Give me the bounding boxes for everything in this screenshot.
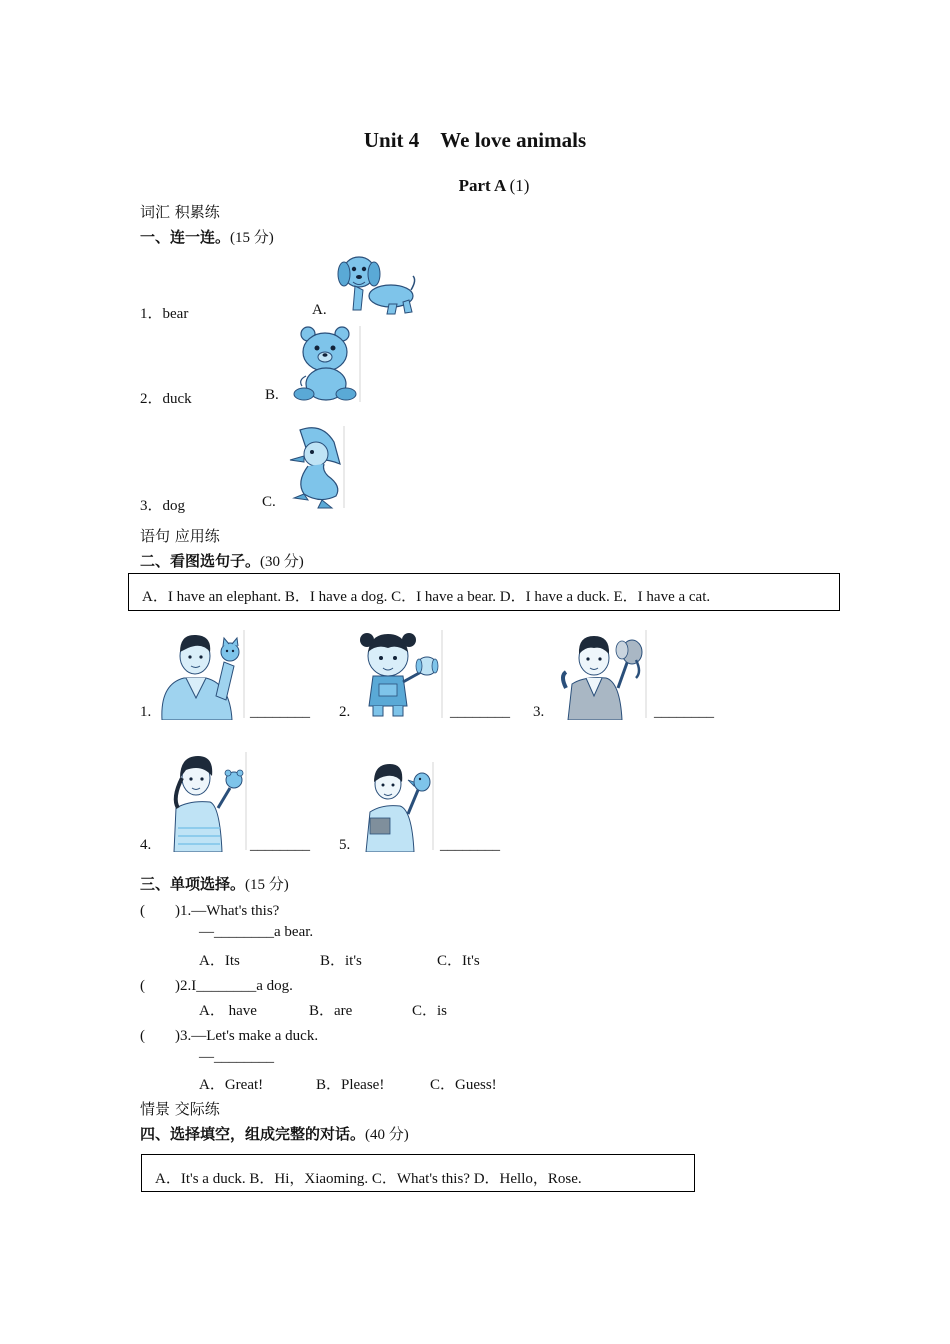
question-3-stem: ( )3.—Let's make a duck. bbox=[140, 1028, 319, 1044]
question-2-option-a[interactable]: A． have bbox=[199, 1003, 257, 1019]
dialog-label: 情景 交际练 bbox=[140, 1100, 220, 1118]
vocab-heading bbox=[140, 226, 274, 247]
bear-icon bbox=[290, 324, 366, 404]
choice-points: (15 分) bbox=[245, 877, 289, 893]
sentence-options-box bbox=[128, 573, 840, 611]
boy-with-elephant-puppet-icon bbox=[556, 626, 648, 720]
page-subtitle bbox=[0, 176, 950, 196]
dialog-heading-text: 四、选择填空，组成完整的对话。 bbox=[140, 1125, 366, 1143]
dog-icon bbox=[333, 250, 419, 318]
question-3-option-c[interactable]: C．Guess! bbox=[430, 1077, 497, 1093]
choice-heading-text: 三、单项选择。 bbox=[140, 875, 246, 893]
dialog-options-box bbox=[141, 1154, 695, 1192]
question-3-option-b[interactable]: B．Please! bbox=[316, 1077, 385, 1093]
subtitle-number: (1) bbox=[509, 176, 530, 195]
subtitle-part: Part A bbox=[458, 176, 510, 195]
word-bear: 1．bear bbox=[140, 306, 189, 322]
figure-number-1: 1. bbox=[140, 704, 152, 720]
figure-number-5: 5. bbox=[339, 837, 351, 853]
answer-blank-5[interactable]: ________ bbox=[440, 837, 500, 853]
question-2-option-c[interactable]: C．is bbox=[412, 1003, 448, 1019]
question-2-stem: ( )2.I________a dog. bbox=[140, 978, 293, 994]
question-1-option-b[interactable]: B．it's bbox=[320, 953, 362, 969]
dialog-heading bbox=[140, 1123, 409, 1144]
question-1-option-c[interactable]: C．It's bbox=[437, 953, 480, 969]
question-1-stem: ( )1.—What's this? bbox=[140, 903, 280, 919]
question-2-option-b[interactable]: B．are bbox=[309, 1003, 353, 1019]
answer-blank-3[interactable]: ________ bbox=[654, 704, 714, 720]
sentence-options: A．I have an elephant. B．I have a dog. C．I have a bear. D．I have a duck. E．I have a cat. bbox=[142, 589, 711, 605]
vocab-points: (15 分) bbox=[230, 230, 274, 246]
sentence-heading-text: 二、看图选句子。 bbox=[140, 552, 261, 570]
vocab-heading-text: 一、连一连。 bbox=[140, 228, 231, 246]
question-3-option-a[interactable]: A．Great! bbox=[199, 1077, 264, 1093]
figure-number-2: 2. bbox=[339, 704, 351, 720]
dialog-options: A．It's a duck. B．Hi，Xiaoming. C．What's this? D．Hello，Rose. bbox=[155, 1171, 582, 1187]
answer-blank-1[interactable]: ________ bbox=[250, 704, 310, 720]
vocab-label: 词汇 积累练 bbox=[140, 203, 220, 221]
picture-letter-a: A. bbox=[312, 302, 327, 318]
picture-letter-b: B. bbox=[265, 387, 279, 403]
sentence-points: (30 分) bbox=[260, 554, 304, 570]
girl-with-bear-puppet-icon bbox=[160, 748, 248, 852]
picture-letter-c: C. bbox=[262, 494, 276, 510]
page-title: Unit 4 We love animals bbox=[363, 128, 587, 152]
question-3-line2: —________ bbox=[199, 1049, 274, 1065]
duck-icon bbox=[282, 424, 348, 510]
question-1-option-a[interactable]: A．Its bbox=[199, 953, 240, 969]
question-1-line2: —________a bear. bbox=[199, 924, 314, 940]
word-duck: 2．duck bbox=[140, 391, 192, 407]
answer-blank-4[interactable]: ________ bbox=[250, 837, 310, 853]
word-dog: 3．dog bbox=[140, 498, 186, 514]
boy-with-cat-puppet-icon bbox=[158, 626, 248, 720]
sentence-heading bbox=[140, 550, 304, 571]
girl-with-duck-puppet-icon bbox=[360, 760, 436, 852]
dialog-points: (40 分) bbox=[365, 1127, 409, 1143]
choice-heading bbox=[140, 873, 289, 894]
figure-number-4: 4. bbox=[140, 837, 152, 853]
figure-number-3: 3. bbox=[533, 704, 545, 720]
girl-with-dog-puppet-icon bbox=[357, 626, 445, 720]
answer-blank-2[interactable]: ________ bbox=[450, 704, 510, 720]
sentence-label: 语句 应用练 bbox=[140, 527, 220, 545]
